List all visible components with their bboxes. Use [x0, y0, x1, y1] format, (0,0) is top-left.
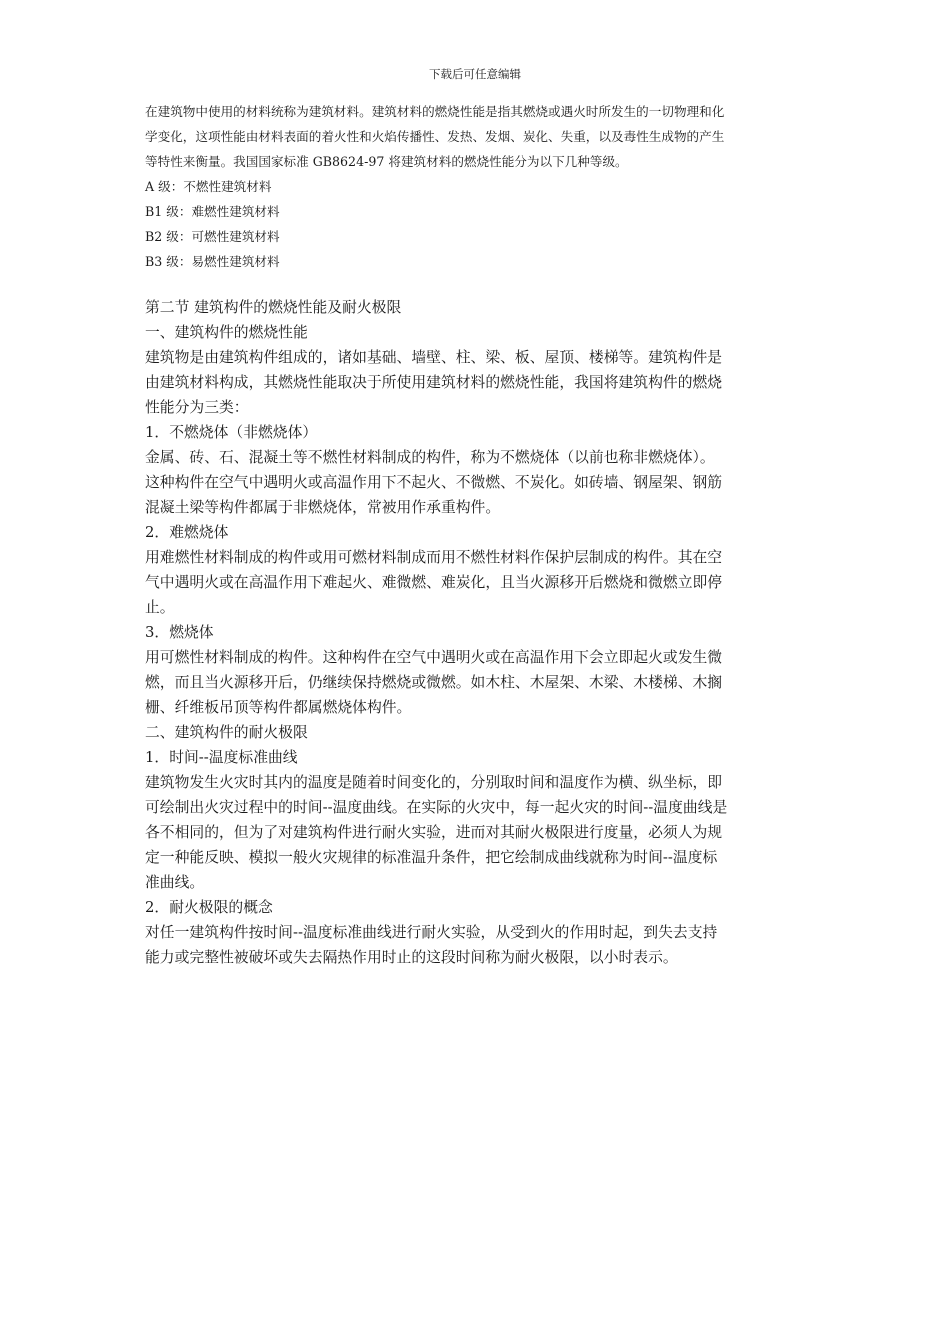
body-line: 用难燃性材料制成的构件或用可燃材料制成而用不燃性材料作保护层制成的构件。其在空 [145, 549, 723, 566]
body-line: 燃，而且当火源移开后，仍继续保持燃烧或微燃。如木柱、木屋架、木梁、木楼梯、木搁 [145, 674, 723, 691]
item-heading: 2．难燃烧体 [145, 524, 229, 541]
item-heading: 1．不燃烧体（非燃烧体） [145, 424, 318, 441]
body-line: 定一种能反映、模拟一般火灾规律的标准温升条件，把它绘制成曲线就称为时间--温度标 [145, 849, 718, 866]
body-line: 准曲线。 [145, 874, 205, 891]
intro-line: 学变化，这项性能由材料表面的着火性和火焰传播性、发热、发烟、炭化、失重，以及毒性生成物的产生 [145, 129, 725, 144]
subsection-heading: 一、建筑构件的燃烧性能 [145, 324, 308, 341]
item-heading: 2．耐火极限的概念 [145, 899, 273, 916]
body-line: 止。 [145, 599, 175, 616]
item-heading: 3．燃烧体 [145, 624, 214, 641]
body-line: 这种构件在空气中遇明火或高温作用下不起火、不微燃、不炭化。如砖墙、钢屋架、钢筋 [145, 474, 723, 491]
intro-block [145, 99, 807, 274]
intro-line: 在建筑物中使用的材料统称为建筑材料。建筑材料的燃烧性能是指其燃烧或遇火时所发生的一切物理和化 [145, 104, 725, 119]
grade-b3: B3 级：易燃性建筑材料 [145, 254, 280, 269]
body-line: 可绘制出火灾过程中的时间--温度曲线。在实际的火灾中，每一起火灾的时间--温度曲线是 [145, 799, 728, 816]
body-line: 各不相同的，但为了对建筑构件进行耐火实验，进而对其耐火极限进行度量，必须人为规 [145, 824, 723, 841]
body-line: 建筑物是由建筑构件组成的，诸如基础、墙壁、柱、梁、板、屋顶、楼梯等。建筑构件是 [145, 349, 723, 366]
body-line: 用可燃性材料制成的构件。这种构件在空气中遇明火或在高温作用下会立即起火或发生微 [145, 649, 723, 666]
body-line: 混凝土梁等构件都属于非燃烧体，常被用作承重构件。 [145, 499, 501, 516]
body-line: 金属、砖、石、混凝土等不燃性材料制成的构件，称为不燃烧体（以前也称非燃烧体）。 [145, 449, 715, 466]
intro-paragraph [145, 99, 807, 174]
body-line: 栅、纤维板吊顶等构件都属燃烧体构件。 [145, 699, 412, 716]
body-line: 对任一建筑构件按时间--温度标准曲线进行耐火实验，从受到火的作用时起，到失去支持 [145, 924, 718, 941]
page-header: 下载后可任意编辑 [429, 67, 521, 81]
body-line: 由建筑材料构成，其燃烧性能取决于所使用建筑材料的燃烧性能，我国将建筑构件的燃烧 [145, 374, 723, 391]
grade-a: A 级：不燃性建筑材料 [145, 179, 272, 194]
intro-line: 等特性来衡量。我国国家标准 GB8624-97 将建筑材料的燃烧性能分为以下几种等级。 [145, 154, 628, 169]
grade-b2: B2 级：可燃性建筑材料 [145, 229, 280, 244]
item-heading: 1．时间--温度标准曲线 [145, 749, 298, 766]
subsection-heading: 二、建筑构件的耐火极限 [145, 724, 308, 741]
grade-b1: B1 级：难燃性建筑材料 [145, 204, 280, 219]
body-line: 建筑物发生火灾时其内的温度是随着时间变化的，分别取时间和温度作为横、纵坐标，即 [145, 774, 723, 791]
body-line: 气中遇明火或在高温作用下难起火、难微燃、难炭化，且当火源移开后燃烧和微燃立即停 [145, 574, 723, 591]
section-block [145, 295, 807, 970]
body-line: 性能分为三类： [145, 399, 249, 416]
section-title: 第二节 建筑构件的燃烧性能及耐火极限 [145, 299, 402, 316]
body-line: 能力或完整性被破坏或失去隔热作用时止的这段时间称为耐火极限，以小时表示。 [145, 949, 678, 966]
